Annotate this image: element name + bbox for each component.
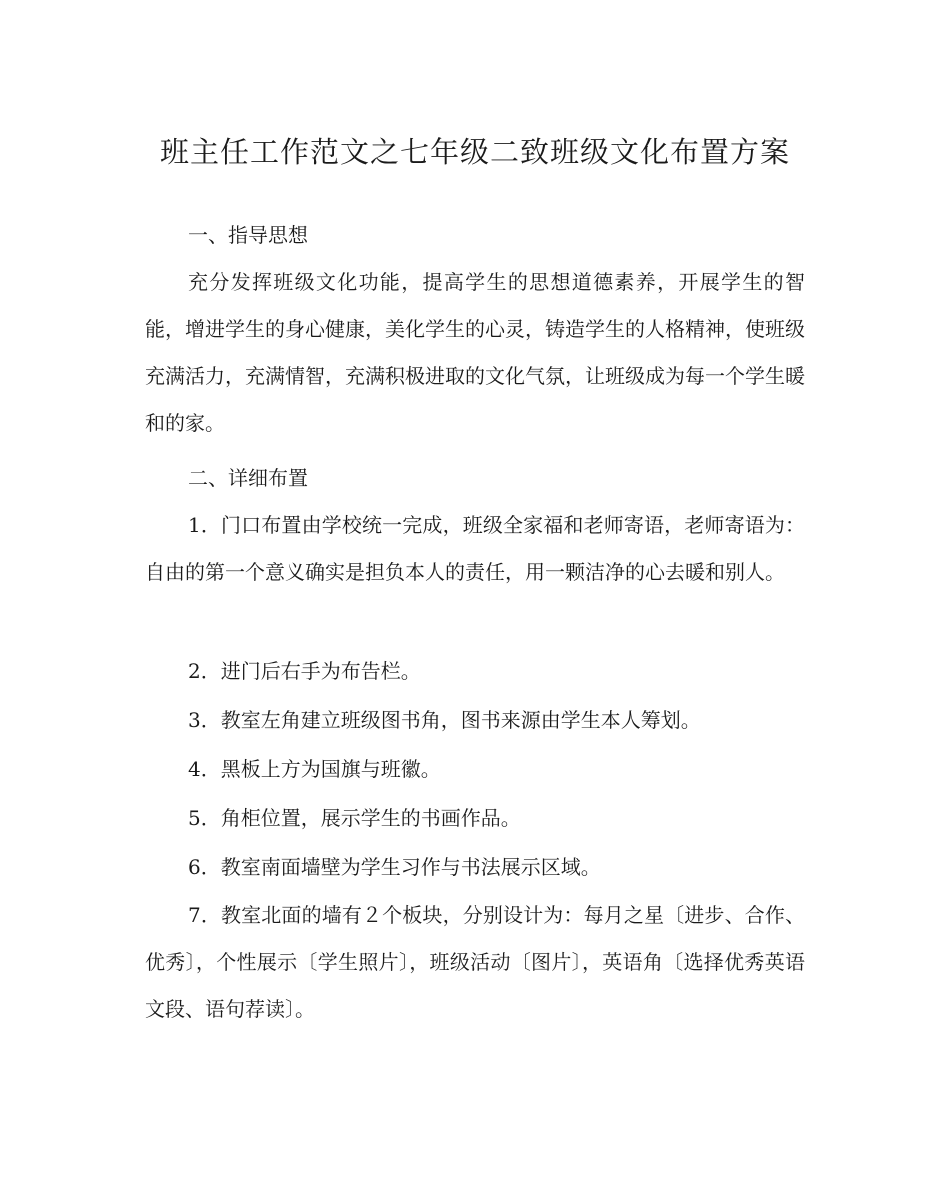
layout-item: 7．教室北面的墙有２个板块，分别设计为：每月之星〔进步、合作、优秀〕，个性展示〔学生照片〕，班级活动〔图片〕，英语角〔选择优秀英语文段、语句荐读〕。	[145, 903, 805, 1021]
layout-item: 6．教室南面墙壁为学生习作与书法展示区域。	[188, 855, 601, 879]
section-heading-detailed-layout: 二、详细布置	[188, 466, 308, 490]
layout-item: 5．角柜位置，展示学生的书画作品。	[188, 806, 521, 830]
section-heading-guiding-ideology: 一、指导思想	[188, 223, 308, 247]
layout-item: 1．门口布置由学校统一完成，班级全家福和老师寄语，老师寄语为：自由的第一个意义确实是担负本人的责任，用一颗洁净的心去暖和别人。	[145, 513, 805, 584]
document-title: 班主任工作范文之七年级二致班级文化布置方案	[159, 135, 790, 169]
layout-item: 3．教室左角建立班级图书角，图书来源由学生本人筹划。	[188, 708, 701, 732]
layout-item: 2．进门后右手为布告栏。	[188, 659, 421, 683]
layout-item: 4．黑板上方为国旗与班徽。	[188, 757, 441, 781]
guiding-ideology-paragraph: 充分发挥班级文化功能，提高学生的思想道德素养，开展学生的智能，增进学生的身心健康，美化学生的心灵，铸造学生的人格精神，使班级充满活力，充满情智，充满积极进取的文化气氛，让班级成为每一个学生暖和的家。	[145, 270, 805, 435]
